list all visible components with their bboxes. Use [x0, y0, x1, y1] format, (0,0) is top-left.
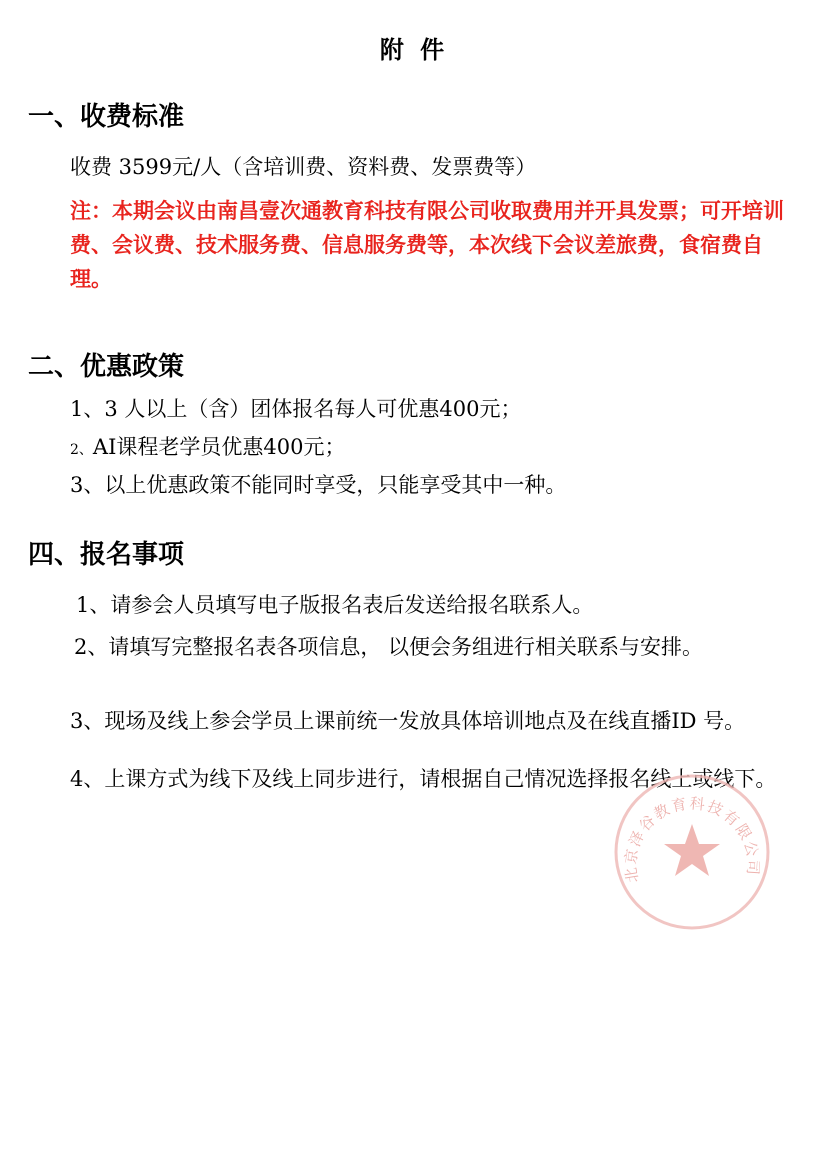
section-heading-discount: 二、优惠政策 [28, 352, 185, 382]
discount-item [70, 432, 345, 465]
registration-item: 4、上课方式为线下及线上同步进行，请根据自己情况选择报名线上或线下。 [70, 767, 777, 791]
seal-text: 北京泽谷教育科技有限公司 [621, 794, 763, 884]
registration-item: 1、请参会人员填写电子版报名表后发送给报名联系人。 [76, 593, 594, 617]
discount-item-text: 3 人以上（含）团体报名每人可优惠400元； [104, 397, 522, 421]
discount-item-text: AI课程老学员优惠400元； [92, 435, 346, 459]
discount-item-number: 2、 [70, 442, 93, 458]
fee-note: 注：本期会议由南昌壹次通教育科技有限公司收取费用并开具发票；可开培训费、会议费、技术服务费、信息服务费等，本次线下会议差旅费，食宿费自理。 [70, 199, 784, 291]
section-heading-registration: 四、报名事项 [28, 540, 185, 570]
discount-item-number: 3、 [70, 473, 105, 497]
section-heading-fee: 一、收费标准 [28, 102, 185, 132]
discount-item [70, 394, 522, 424]
discount-item [70, 470, 566, 500]
company-seal-stamp [612, 772, 772, 932]
discount-item-text: 以上优惠政策不能同时享受，只能享受其中一种。 [104, 473, 567, 497]
fee-price-line: 收费 3599元/人（含培训费、资料费、发票费等） [70, 155, 537, 179]
seal-star-icon [664, 824, 720, 876]
registration-item: 2、请填写完整报名表各项信息， 以便会务组进行相关联系与安排。 [74, 635, 704, 659]
registration-item: 3、现场及线上参会学员上课前统一发放具体培训地点及在线直播ID 号。 [70, 709, 746, 733]
discount-item-number: 1、 [70, 397, 105, 421]
page-title: 附 件 [379, 36, 449, 64]
